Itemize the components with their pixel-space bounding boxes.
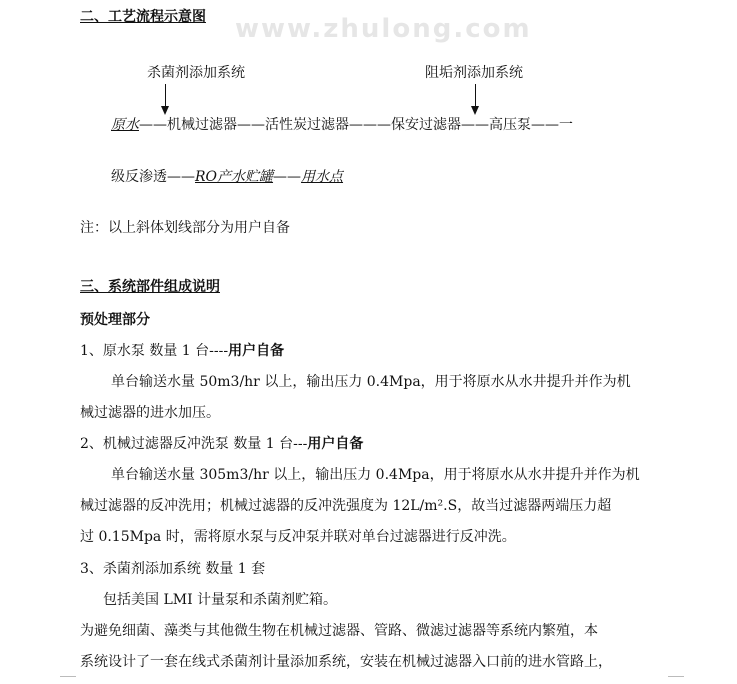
antiscalant-system-label: 阻垢剂添加系统: [425, 65, 523, 81]
antiscalant-arrow-line: [475, 84, 476, 108]
antiscalant-arrow-head-icon: [471, 106, 479, 115]
reverse-osmosis-label: 级反渗透——: [111, 169, 195, 185]
item3-title: 3、杀菌剂添加系统 数量 1 套: [80, 561, 266, 577]
flow-line-1: [111, 116, 573, 134]
raw-water-label: 原水: [111, 117, 139, 133]
item1-title-text: 1、原水泵 数量 1 台----: [80, 343, 229, 359]
item2-line2: 械过滤器的反冲洗用；机械过滤器的反冲洗强度为 12L/m².S，故当过滤器两端压力超: [80, 498, 612, 514]
subheading-pretreatment: 预处理部分: [80, 312, 150, 328]
item2-line1: 单台输送水量 305m3/hr 以上，输出压力 0.4Mpa，用于将原水从水井提升并作为机: [111, 467, 640, 483]
flow-dash: ——: [273, 169, 302, 185]
item1-line2: 械过滤器的进水加压。: [80, 405, 220, 421]
item3-line3: 系统设计了一套在线式杀菌剂计量添加系统，安装在机械过滤器入口前的进水管路上，: [80, 654, 612, 670]
section-heading-components: 三、系统部件组成说明: [80, 279, 220, 295]
item3-line1: 包括美国 LMI 计量泵和杀菌剂贮箱。: [103, 592, 338, 608]
flow-line-2: [111, 168, 343, 186]
bactericide-arrow-line: [165, 84, 166, 108]
use-point-label: 用水点: [301, 169, 344, 185]
item2-line3: 过 0.15Mpa 时，需将原水泵与反冲泵并联对单台过滤器进行反冲洗。: [80, 529, 516, 545]
bactericide-system-label: 杀菌剂添加系统: [147, 65, 245, 81]
item3-line2: 为避免细菌、藻类与其他微生物在机械过滤器、管路、微滤过滤器等系统内繁殖，本: [80, 623, 598, 639]
item2-title: [80, 435, 363, 453]
bactericide-arrow-head-icon: [161, 106, 169, 115]
item1-line1: 单台输送水量 50m3/hr 以上，输出压力 0.4Mpa，用于将原水从水井提升并作为机: [111, 374, 631, 390]
item1-title: [80, 342, 284, 360]
item2-title-text: 2、机械过滤器反冲洗泵 数量 1 台---: [80, 436, 308, 452]
page-corner-mark-left: [60, 676, 76, 683]
page-corner-mark-right: [668, 676, 684, 683]
section-heading-process-flow: 二、工艺流程示意图: [80, 9, 206, 25]
item2-title-note: 用户自备: [307, 436, 364, 452]
flow-line-1-rest: ——机械过滤器——活性炭过滤器———保安过滤器——高压泵——一: [139, 117, 573, 133]
flow-note: 注：以上斜体划线部分为用户自备: [80, 220, 290, 236]
item1-title-note: 用户自备: [228, 343, 285, 359]
ro-tank-label: RO产水贮罐: [195, 169, 274, 185]
watermark: www.zhulong.com: [235, 14, 532, 44]
